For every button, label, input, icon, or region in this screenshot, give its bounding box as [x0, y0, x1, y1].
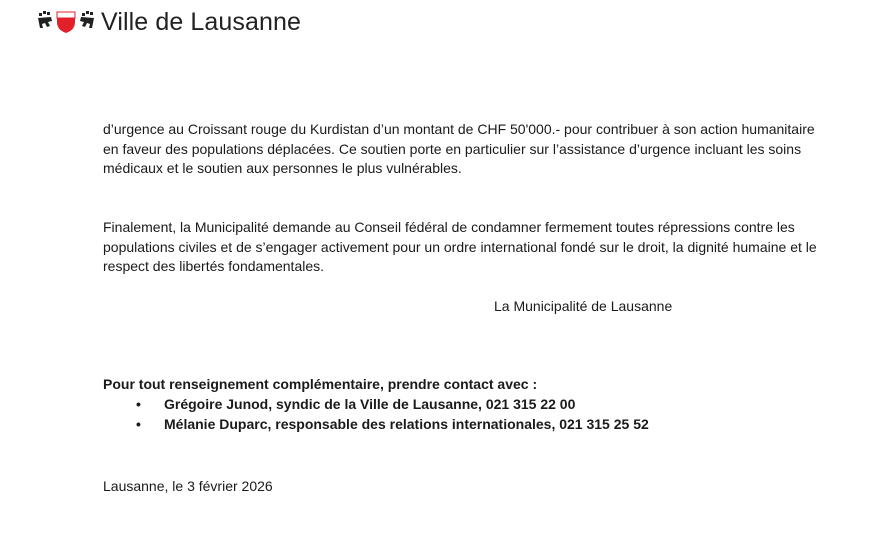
- bullet-icon: •: [136, 396, 141, 412]
- date-line: Lausanne, le 3 février 2026: [103, 478, 273, 494]
- body-paragraph-1: d’urgence au Croissant rouge du Kurdistan d’un montant de CHF 50'000.- pour contribuer à son action humanitaire en faveur des populations déplacées. Ce soutien porte en particulier sur l’assistance d’urgence incluant les soins médicaux et le soutien aux personnes le plus vulnérables.: [103, 121, 815, 176]
- body-paragraph-2: Finalement, la Municipalité demande au Conseil fédéral de condamner fermement toutes répressions contre les populations civiles et de s’engager activement pour un ordre international fondé sur le droit, la dignité humaine et le respect des libertés fondamentales.: [103, 219, 817, 274]
- brand-name: Ville de Lausanne: [101, 7, 302, 36]
- contact-item-text: Mélanie Duparc, responsable des relations internationales, 021 315 25 52: [164, 416, 649, 432]
- lausanne-coat-of-arms-icon: [37, 9, 95, 35]
- bullet-icon: •: [136, 416, 141, 432]
- contact-item: [103, 394, 823, 414]
- contact-item-text: Grégoire Junod, syndic de la Ville de Lausanne, 021 315 22 00: [164, 396, 576, 412]
- contact-list: [103, 394, 823, 434]
- page-header: [37, 6, 301, 38]
- signature: La Municipalité de Lausanne: [494, 298, 673, 314]
- contact-heading: Pour tout renseignement complémentaire, prendre contact avec :: [103, 376, 538, 392]
- contact-item: [103, 414, 823, 434]
- contact-section: [103, 374, 823, 434]
